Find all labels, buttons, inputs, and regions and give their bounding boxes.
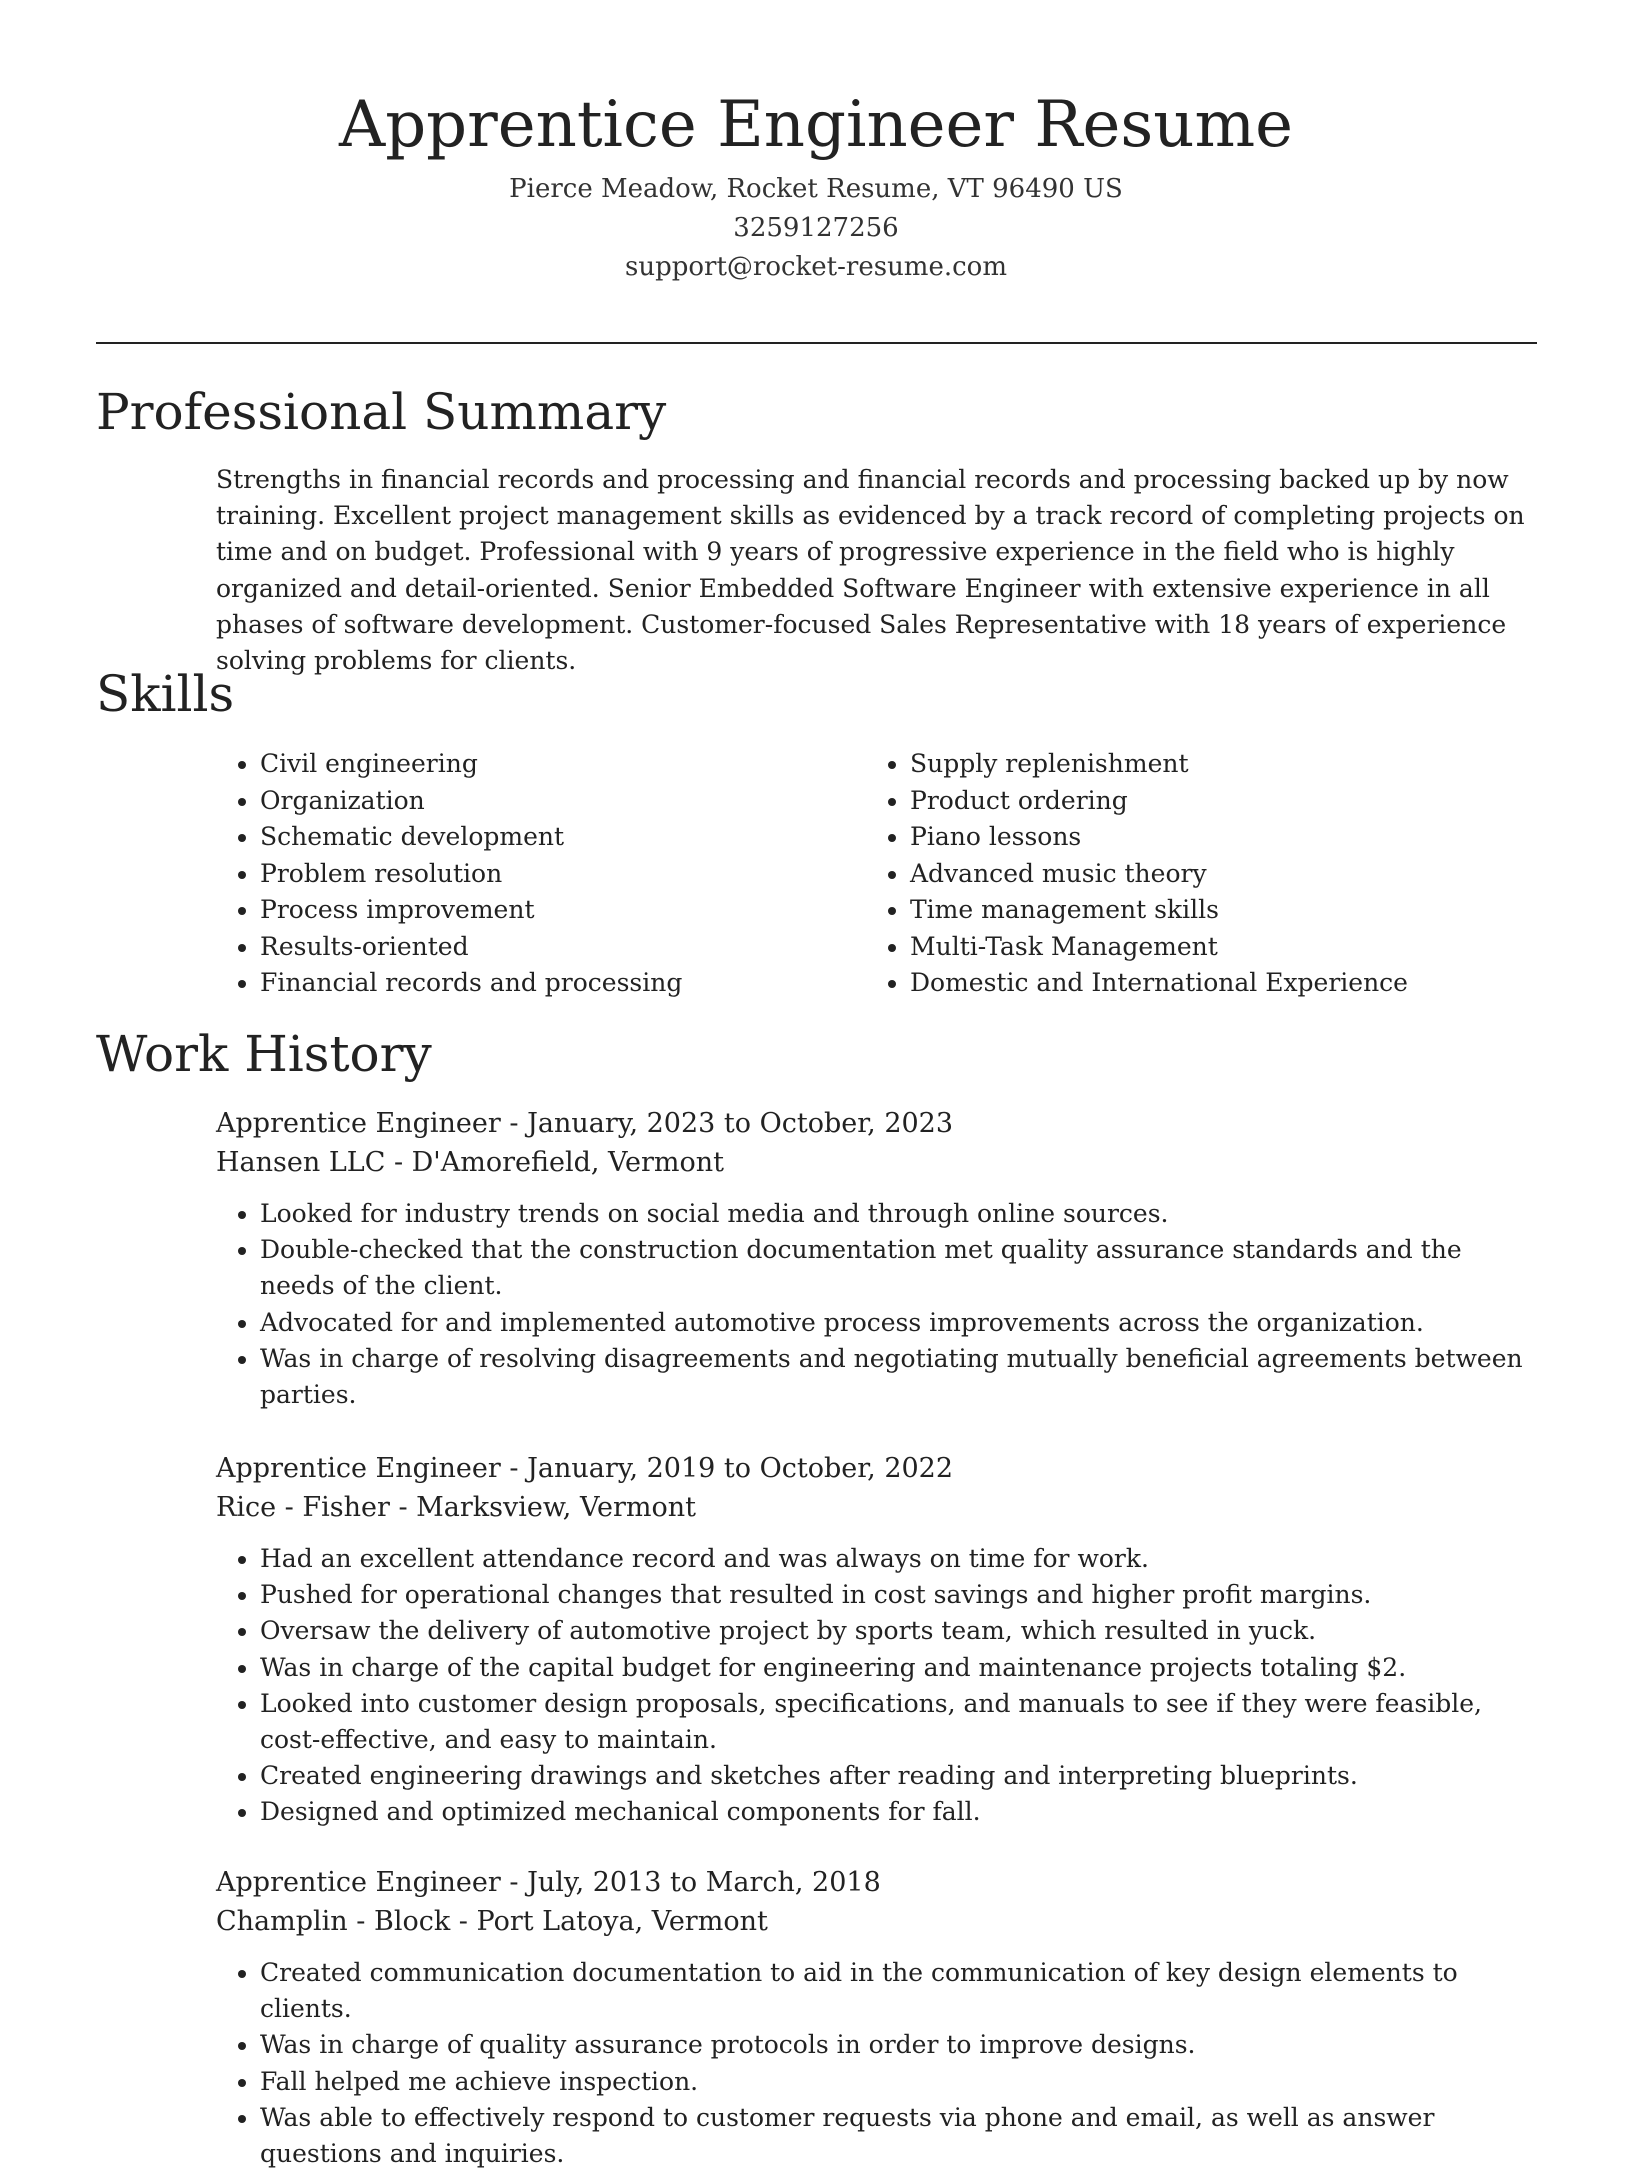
- skill-item: • Civil engineering: [260, 746, 866, 783]
- skill-item: • Product ordering: [910, 783, 1516, 820]
- job-bullet: • Was able to effectively respond to customer requests via phone and email, as well as answer questions and inquiries.: [260, 2100, 1538, 2172]
- job-bullet: • Fall helped me achieve inspection.: [260, 2064, 1538, 2100]
- skill-item: • Supply replenishment: [910, 746, 1516, 783]
- job-title-line: [216, 1863, 1538, 1902]
- job-title: Apprentice Engineer: [216, 1453, 501, 1484]
- skill-item: • Domestic and International Experience: [910, 965, 1516, 1002]
- job-entry: [216, 1104, 1538, 1413]
- job-title: Apprentice Engineer: [216, 1867, 501, 1898]
- job-company: Rice - Fisher: [216, 1492, 390, 1523]
- job-company: Hansen LLC: [216, 1147, 386, 1178]
- job-bullets: [216, 1955, 1538, 2172]
- skill-item: • Organization: [260, 783, 866, 820]
- skill-item: • Piano lessons: [910, 819, 1516, 856]
- skill-item: • Financial records and processing: [260, 965, 866, 1002]
- job-title-line: [216, 1104, 1538, 1143]
- skills-list-left: [216, 746, 866, 1002]
- job-title-line: [216, 1449, 1538, 1488]
- skill-item: • Problem resolution: [260, 856, 866, 893]
- summary-heading: Professional Summary: [96, 383, 667, 441]
- job-bullet: • Had an excellent attendance record and was always on time for work.: [260, 1541, 1538, 1577]
- job-bullet: • Looked for industry trends on social media and through online sources.: [260, 1196, 1538, 1232]
- contact-address: Pierce Meadow, Rocket Resume, VT 96490 US: [509, 174, 1123, 204]
- job-company-line: [216, 1488, 1538, 1527]
- job-bullet: • Looked into customer design proposals, specifications, and manuals to see if they were feasible, cost-effective, and easy to maintain.: [260, 1686, 1538, 1758]
- job-bullet: • Was in charge of quality assurance protocols in order to improve designs.: [260, 2027, 1538, 2063]
- job-dates: - July, 2013 to March, 2018: [500, 1867, 881, 1898]
- job-dates: - January, 2019 to October, 2022: [500, 1453, 954, 1484]
- job-bullet: • Pushed for operational changes that resulted in cost savings and higher profit margins.: [260, 1577, 1538, 1613]
- skills-grid: [216, 746, 1538, 1002]
- job-bullet: • Oversaw the delivery of automotive project by sports team, which resulted in yuck.: [260, 1613, 1538, 1649]
- work-history-heading: Work History: [96, 1025, 432, 1083]
- skill-item: • Schematic development: [260, 819, 866, 856]
- job-company-line: [216, 1143, 1538, 1182]
- skill-item: • Time management skills: [910, 892, 1516, 929]
- skill-item: • Process improvement: [260, 892, 866, 929]
- job-bullet: • Was in charge of resolving disagreements and negotiating mutually beneficial agreements between parties.: [260, 1341, 1538, 1413]
- job-company-line: [216, 1902, 1538, 1941]
- job-bullet: • Created engineering drawings and sketches after reading and interpreting blueprints.: [260, 1758, 1538, 1794]
- header-divider: [96, 342, 1537, 344]
- job-bullet: • Designed and optimized mechanical components for fall.: [260, 1794, 1538, 1830]
- skills-list-right: [866, 746, 1516, 1002]
- resume-title: Apprentice Engineer Resume: [338, 88, 1294, 162]
- job-bullets: [216, 1196, 1538, 1413]
- job-location: - D'Amorefield, Vermont: [385, 1147, 725, 1178]
- job-location: - Marksview, Vermont: [389, 1492, 696, 1523]
- job-bullet: • Created communication documentation to aid in the communication of key design elements to clients.: [260, 1955, 1538, 2027]
- job-bullet: • Advocated for and implemented automotive process improvements across the organization.: [260, 1305, 1538, 1341]
- resume-header: [0, 0, 1632, 287]
- skill-item: • Multi-Task Management: [910, 929, 1516, 966]
- skill-item: • Results-oriented: [260, 929, 866, 966]
- job-dates: - January, 2023 to October, 2023: [500, 1108, 954, 1139]
- job-bullets: [216, 1541, 1538, 1831]
- skill-item: • Advanced music theory: [910, 856, 1516, 893]
- skills-heading: Skills: [96, 665, 235, 723]
- job-bullet: • Was in charge of the capital budget for engineering and maintenance projects totaling $2.: [260, 1650, 1538, 1686]
- job-entry: [216, 1863, 1538, 2172]
- job-bullet: • Double-checked that the construction documentation met quality assurance standards and the needs of the client.: [260, 1232, 1538, 1304]
- job-title: Apprentice Engineer: [216, 1108, 501, 1139]
- job-location: - Port Latoya, Vermont: [450, 1906, 768, 1937]
- summary-text: Strengths in financial records and processing and financial records and processing backed up by now training. Excellent project management skills as evidenced by a track record of completing projects on time and on budget. Professional with 9 years of progressive experience in the field who is highly organized and detail-oriented. Senior Embedded Software Engineer with extensive experience in all phases of software development. Customer-focused Sales Representative with 18 years of experience solving problems for clients.: [216, 465, 1525, 676]
- contact-email[interactable]: support@rocket-resume.com: [624, 252, 1007, 282]
- contact-phone: 3259127256: [733, 213, 899, 243]
- job-company: Champlin - Block: [216, 1906, 451, 1937]
- job-entry: [216, 1449, 1538, 1831]
